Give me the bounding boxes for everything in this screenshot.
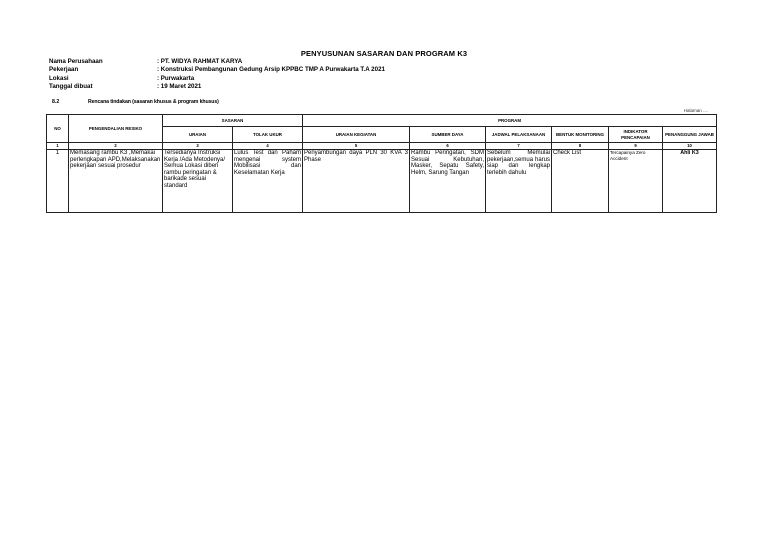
meta-row-work [49, 66, 385, 74]
header-uraian: URAIAN [163, 127, 233, 143]
column-number: 8 [552, 143, 609, 150]
k3-program-table [46, 114, 717, 213]
company-info [49, 58, 385, 92]
header-uraian-kegiatan: URAIAN KEGIATAN [303, 127, 410, 143]
meta-value: : Purwakarta [157, 74, 195, 82]
section-number: 8.2 [52, 99, 60, 105]
header-sumber-daya: SUMBER DAYA [410, 127, 486, 143]
meta-key: Tanggal dibuat [49, 83, 93, 91]
cell-no: 1 [47, 150, 69, 213]
header-indikator: INDIKATOR PENCAPAIAN [609, 127, 663, 143]
header-penanggung-jawab: PENANGGUNG JAWAB [663, 127, 717, 143]
cell-bentuk-monitoring: Check List [552, 150, 609, 213]
header-tolak-ukur: TOLAK UKUR [233, 127, 303, 143]
section-heading [52, 99, 219, 105]
column-number: 6 [410, 143, 486, 150]
column-number: 7 [486, 143, 552, 150]
cell-sumber-daya: Rambu Peringatan, SDM Sesuai Kebutuhan, Masker, Sepatu Safety, Helm, Sarung Tangan [410, 150, 486, 213]
meta-key: Lokasi [49, 74, 69, 82]
page-number-label: Halaman .... [683, 108, 708, 113]
header-jadwal: JADWAL PELAKSANAAN [486, 127, 552, 143]
meta-row-company [49, 58, 385, 66]
header-bentuk-monitoring: BENTUK MONITORING [552, 127, 609, 143]
section-text: Rencana tindakan (sasaran khusus & program khusus) [88, 99, 219, 105]
header-no: NO [47, 115, 69, 143]
meta-row-date [49, 83, 385, 91]
header-sasaran: SASARAN [163, 115, 303, 127]
column-number: 9 [609, 143, 663, 150]
column-number: 3 [163, 143, 233, 150]
meta-row-location [49, 75, 385, 83]
page-title: PENYUSUNAN SASARAN DAN PROGRAM K3 [300, 49, 468, 58]
meta-value: : Konstruksi Pembangunan Gedung Arsip KPPBC TMP A Purwakarta T.A 2021 [157, 66, 385, 74]
cell-indikator: Tercapainya Zero Accident [609, 150, 663, 213]
meta-key: Pekerjaan [49, 66, 79, 74]
cell-pengendalian: Memasang rambu K3 ,Memakai perlengkapan APD,Melaksanakan pekerjaan sesuai prosedur [69, 150, 163, 213]
meta-value: : PT. WIDYA RAHMAT KARYA [157, 58, 243, 65]
header-pengendalian: PENGENDALIAN RESIKO [69, 115, 163, 143]
cell-uraian-kegiatan: Penyambungan daya PLN 30 KVA 3 Phase [303, 150, 410, 213]
column-number: 4 [233, 143, 303, 150]
meta-value: : 19 Maret 2021 [157, 83, 202, 91]
cell-jadwal: Sebelum Memulai pekerjaan,semua harus siap dan lengkap terlebih dahulu [486, 150, 552, 213]
cell-tolak-ukur: Lulus Test dan Paham mengenai system Mobilisasi dan Keselamatan Kerja [233, 150, 303, 213]
table-row [47, 150, 717, 213]
meta-key: Nama Perusahaan [49, 58, 103, 65]
column-number: 10 [663, 143, 717, 150]
header-program: PROGRAM [303, 115, 717, 127]
cell-uraian: Tersedianya Instruksi Kerja /Ada Metodenya/ Semua Lokasi diberi rambu peringatan & barikade sesuai standard [163, 150, 233, 213]
column-number: 1 [47, 143, 69, 150]
column-number: 5 [303, 143, 410, 150]
column-number: 2 [69, 143, 163, 150]
cell-penanggung-jawab: Ahli K3 [663, 150, 717, 213]
